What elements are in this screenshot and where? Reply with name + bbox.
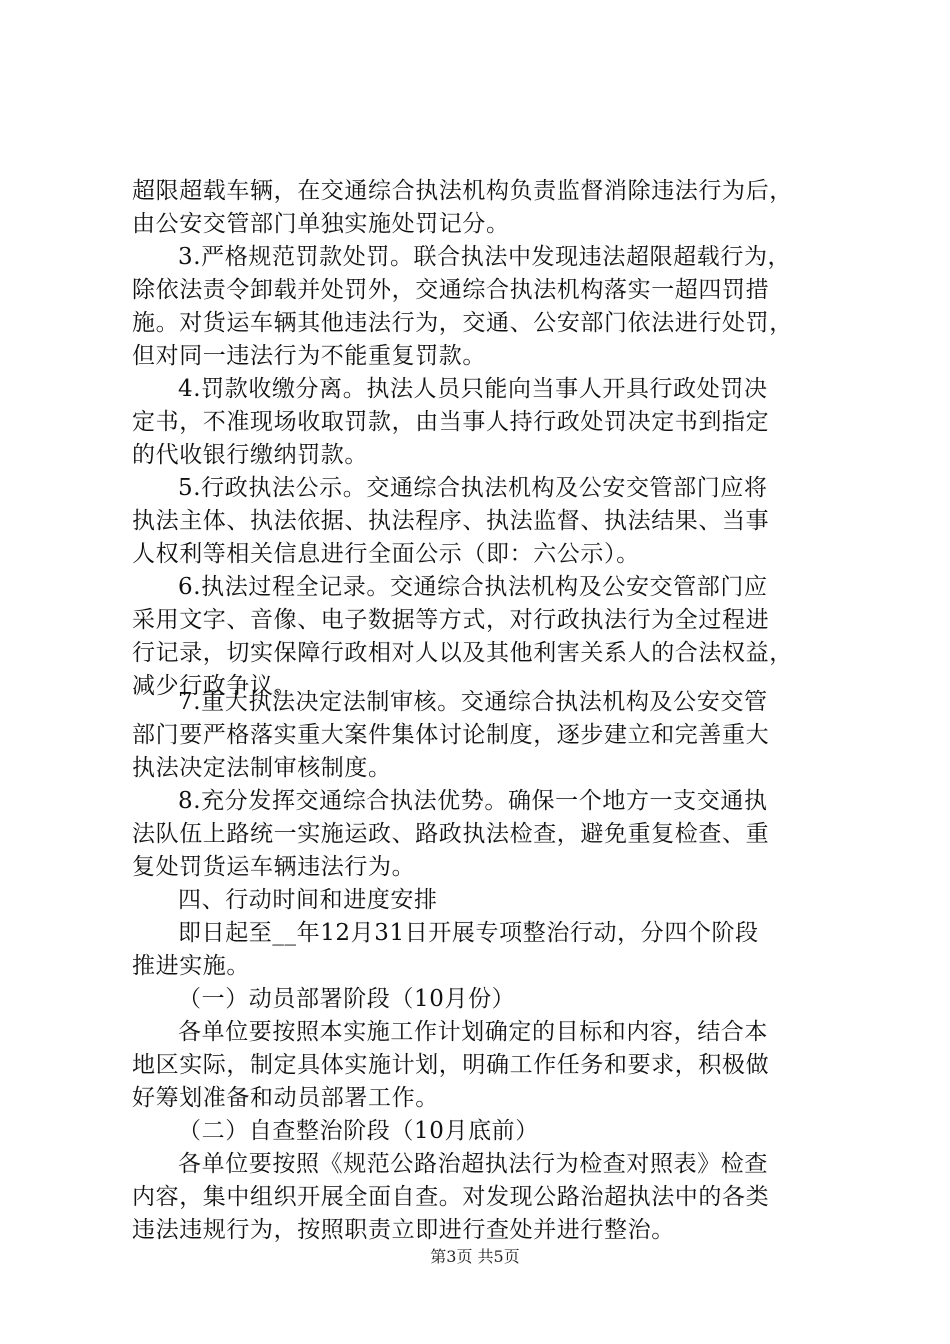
text-line: 除依法责令卸载并处罚外，交通综合执法机构落实一超四罚措 — [132, 277, 770, 303]
text-line: 法队伍上路统一实施运政、路政执法检查，避免重复检查、重 — [132, 821, 770, 847]
section-heading: 四、行动时间和进度安排 — [178, 887, 438, 913]
text-line: 超限超载车辆，在交通综合执法机构负责监督消除违法行为后， — [132, 178, 793, 204]
text-line: 7.重大执法决定法制审核。交通综合执法机构及公安交管 — [178, 689, 768, 715]
text-line: 违法违规行为，按照职责立即进行查处并进行整治。 — [132, 1217, 675, 1243]
text-line: 各单位要按照《规范公路治超执法行为检查对照表》检查 — [178, 1151, 768, 1177]
page-footer: 第3页 共5页 — [430, 1247, 520, 1266]
text-line: 执法决定法制审核制度。 — [132, 755, 392, 781]
text-line: 6.执法过程全记录。交通综合执法机构及公安交管部门应 — [178, 574, 768, 600]
text-line: 内容，集中组织开展全面自查。对发现公路治超执法中的各类 — [132, 1184, 770, 1210]
text-line: 4.罚款收缴分离。执法人员只能向当事人开具行政处罚决 — [178, 376, 768, 402]
text-line: 采用文字、音像、电子数据等方式，对行政执法行为全过程进 — [132, 607, 770, 633]
text-line: 地区实际，制定具体实施计划，明确工作任务和要求，积极做 — [132, 1052, 770, 1078]
text-line: 8.充分发挥交通综合执法优势。确保一个地方一支交通执 — [178, 788, 768, 814]
text-line: 人权利等相关信息进行全面公示（即：六公示）。 — [132, 541, 640, 567]
text-line: 执法主体、执法依据、执法程序、执法监督、执法结果、当事 — [132, 508, 770, 534]
text-line: 复处罚货运车辆违法行为。 — [132, 854, 416, 880]
text-line: 减少行政争议。 — [132, 673, 298, 699]
text-line: 部门要严格落实重大案件集体讨论制度，逐步建立和完善重大 — [132, 722, 770, 748]
text-line: 推进实施。 — [132, 953, 250, 979]
text-line: 的代收银行缴纳罚款。 — [132, 442, 368, 468]
text-line: 但对同一违法行为不能重复罚款。 — [132, 343, 486, 369]
text-line: 3.严格规范罚款处罚。联合执法中发现违法超限超载行为， — [178, 244, 792, 270]
text-line: 行记录，切实保障行政相对人以及其他利害关系人的合法权益， — [132, 640, 793, 666]
text-line: 即日起至__年12月31日开展专项整治行动，分四个阶段 — [178, 920, 759, 946]
text-line: 由公安交管部门单独实施处罚记分。 — [132, 211, 510, 237]
subsection-heading: （一）动员部署阶段（10月份） — [178, 986, 516, 1012]
text-line: 好筹划准备和动员部署工作。 — [132, 1085, 439, 1111]
subsection-heading: （二）自查整治阶段（10月底前） — [178, 1118, 539, 1144]
text-line: 定书，不准现场收取罚款，由当事人持行政处罚决定书到指定 — [132, 409, 770, 435]
text-line: 5.行政执法公示。交通综合执法机构及公安交管部门应将 — [178, 475, 768, 501]
text-line: 施。对货运车辆其他违法行为，交通、公安部门依法进行处罚， — [132, 310, 793, 336]
text-line: 各单位要按照本实施工作计划确定的目标和内容，结合本 — [178, 1019, 768, 1045]
